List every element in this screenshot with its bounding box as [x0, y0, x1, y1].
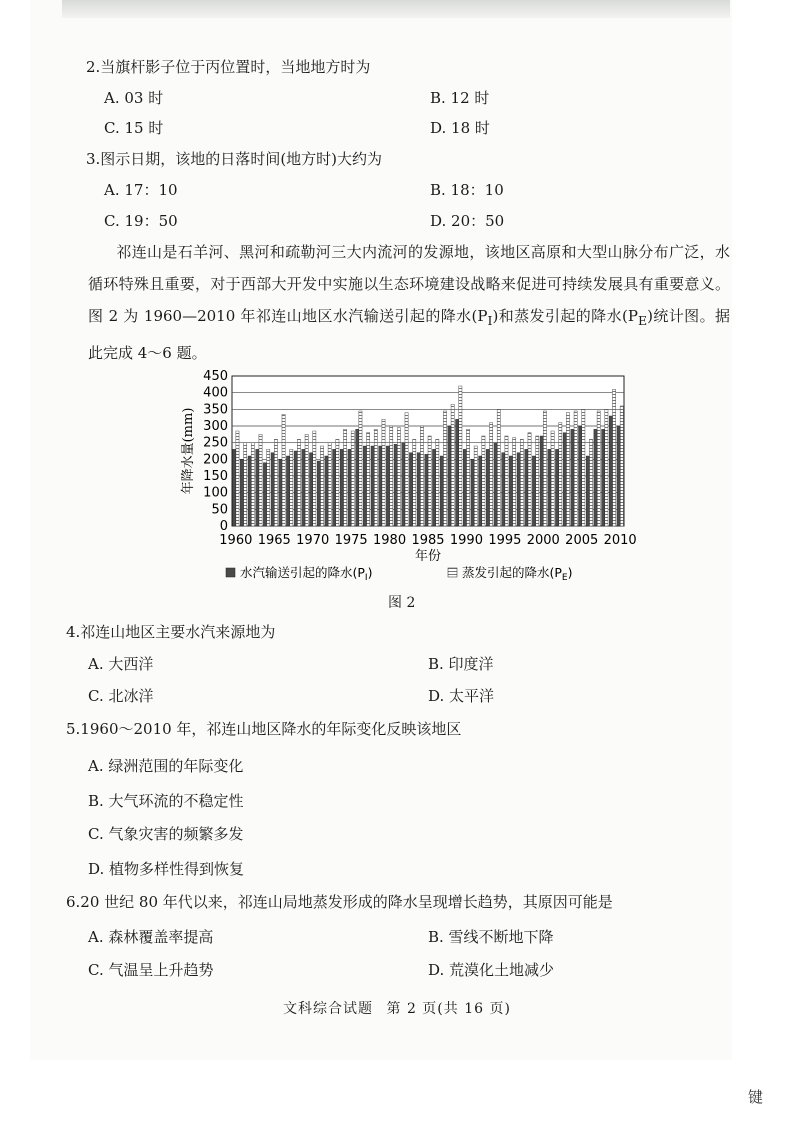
- x-tick-label: 1995: [488, 533, 522, 548]
- question-3-option-d: D. 20：50: [430, 212, 505, 230]
- x-tick-label: 2010: [603, 533, 637, 548]
- passage-sub-i: I: [487, 313, 493, 328]
- question-3-option-c: C. 19：50: [104, 212, 178, 230]
- bar-pe: [236, 431, 239, 526]
- question-6-option-b: B. 雪线不断地下降: [428, 928, 554, 946]
- bar-pe: [367, 433, 370, 526]
- page-footer: [0, 998, 794, 1018]
- bar-pe: [589, 439, 592, 526]
- bar-pi: [386, 446, 389, 526]
- bar-pe: [482, 436, 485, 526]
- y-tick-label: 100: [203, 485, 228, 501]
- bar-pi: [586, 456, 589, 526]
- passage-sub-e: E: [637, 313, 648, 328]
- bar-pe: [443, 411, 446, 526]
- bar-pe: [274, 439, 277, 526]
- bar-pe: [451, 404, 454, 526]
- question-2-option-b: B. 12 时: [430, 89, 490, 107]
- bar-pi: [294, 451, 297, 526]
- bar-pi: [563, 433, 566, 526]
- bar-pi: [371, 446, 374, 526]
- x-tick-label: 1960: [219, 533, 253, 548]
- y-tick-label: 50: [211, 502, 228, 518]
- question-5-option-c: C. 气象灾害的频繁多发: [88, 825, 244, 843]
- x-tick-label: 2000: [526, 533, 560, 548]
- y-tick-label: 250: [203, 435, 228, 451]
- bar-pe: [566, 413, 569, 526]
- bar-pi: [594, 429, 597, 526]
- x-tick-label: 1965: [257, 533, 291, 548]
- y-tick-label: 450: [203, 369, 228, 384]
- y-tick-label: 400: [203, 385, 228, 401]
- passage: [88, 236, 730, 369]
- bar-pi: [256, 449, 259, 526]
- bar-pi: [363, 446, 366, 526]
- bar-pi: [402, 443, 405, 526]
- question-3-stem: 3.图示日期，该地的日落时间(地方时)大约为: [86, 150, 383, 168]
- bar-pi: [248, 456, 251, 526]
- question-3-option-a: A. 17：10: [104, 181, 178, 199]
- bar-pi: [317, 461, 320, 526]
- bar-pi: [456, 419, 459, 526]
- legend-label-pi: 水汽输送引起的降水$(P_I)$: [240, 565, 373, 583]
- x-tick-label: 1970: [296, 533, 330, 548]
- bar-pe: [612, 389, 615, 526]
- x-tick-label: 1985: [411, 533, 445, 548]
- y-tick-label: 350: [203, 402, 228, 418]
- bar-pi: [409, 453, 412, 526]
- bar-pe: [551, 431, 554, 526]
- bar-pe: [489, 423, 492, 526]
- bar-pi: [479, 456, 482, 526]
- figure-2-chart: [180, 366, 637, 616]
- precipitation-bar-chart: [180, 366, 637, 591]
- bar-pi: [571, 429, 574, 526]
- bar-pe: [267, 449, 270, 526]
- x-tick-label: 2005: [565, 533, 599, 548]
- bar-pe: [397, 428, 400, 526]
- bar-pi: [463, 449, 466, 526]
- x-tick-label: 1975: [334, 533, 368, 548]
- y-tick-label: 200: [203, 452, 228, 468]
- bar-pe: [536, 436, 539, 526]
- bar-pi: [379, 446, 382, 526]
- bar-pe: [559, 423, 562, 526]
- bar-pi: [356, 429, 359, 526]
- bar-pi: [417, 453, 420, 526]
- bar-pe: [543, 411, 546, 526]
- bar-pi: [486, 449, 489, 526]
- passage-text: 祁连山是石羊河、黑河和疏勒河三大内流河的发源地，该地区高原和大型山脉分布广泛，水循环特殊且重要，对于西部大开发中实施以生态环境建设战略来促进可持续发展具有重要意义。图 2 为 1960—2010 年祁连山地区水汽输送引起的降水(P: [88, 243, 730, 325]
- bar-pi: [286, 456, 289, 526]
- bar-pi: [233, 449, 236, 526]
- bar-pe: [290, 449, 293, 526]
- bar-pi: [502, 453, 505, 526]
- bar-pe: [420, 426, 423, 526]
- bar-pe: [620, 406, 623, 526]
- x-tick-label: 1980: [373, 533, 407, 548]
- bar-pe: [505, 436, 508, 526]
- bar-pi: [509, 456, 512, 526]
- bar-pi: [240, 459, 243, 526]
- bar-pe: [528, 433, 531, 526]
- corner-fragment: 键: [748, 1088, 764, 1106]
- bar-pi: [302, 449, 305, 526]
- bar-pe: [497, 409, 500, 526]
- footer-page-number: 第 2 页(共 16 页): [386, 1001, 511, 1017]
- bar-pi: [578, 426, 581, 526]
- bar-pi: [525, 449, 528, 526]
- bar-pi: [263, 463, 266, 526]
- question-5-option-b: B. 大气环流的不稳定性: [88, 792, 244, 810]
- question-6-option-c: C. 气温呈上升趋势: [88, 961, 214, 979]
- bar-pi: [432, 449, 435, 526]
- y-tick-label: 300: [203, 419, 228, 434]
- bar-pe: [313, 431, 316, 526]
- bar-pe: [320, 446, 323, 526]
- bar-pe: [297, 439, 300, 526]
- bar-pi: [279, 459, 282, 526]
- footer-subject: 文科综合试题: [283, 1001, 374, 1017]
- bar-pe: [436, 439, 439, 526]
- question-2-option-d: D. 18 时: [430, 119, 490, 137]
- passage-text-mid: )和蒸发引起的降水(P: [492, 307, 638, 325]
- bar-pi: [532, 456, 535, 526]
- bar-pi: [394, 444, 397, 526]
- bar-pe: [474, 446, 477, 526]
- bar-pi: [425, 454, 428, 526]
- bar-pe: [244, 443, 247, 526]
- question-2-stem: 2.当旗杆影子位于丙位置时，当地地方时为: [86, 58, 371, 76]
- passage-text-end: )统计图。据此完成 4～6 题。: [88, 307, 730, 362]
- bar-pe: [574, 411, 577, 526]
- bar-pe: [259, 434, 262, 526]
- bar-pe: [597, 411, 600, 526]
- bar-pe: [382, 419, 385, 526]
- bar-pe: [413, 439, 416, 526]
- bar-pi: [517, 453, 520, 526]
- bar-pi: [325, 456, 328, 526]
- bar-pe: [305, 434, 308, 526]
- bar-pe: [405, 413, 408, 526]
- question-6-option-a: A. 森林覆盖率提高: [88, 928, 214, 946]
- question-2-option-c: C. 15 时: [104, 119, 164, 137]
- legend-swatch-pi: [226, 568, 235, 577]
- bar-pe: [459, 386, 462, 526]
- bar-pe: [605, 409, 608, 526]
- y-tick-label: 0: [219, 519, 228, 534]
- question-2-option-a: A. 03 时: [104, 89, 164, 107]
- legend-label-pe: 蒸发引起的降水$(P_E)$: [462, 565, 573, 583]
- bar-pi: [348, 449, 351, 526]
- x-axis-label: 年份: [414, 549, 442, 564]
- bar-pe: [359, 411, 362, 526]
- bar-pi: [333, 449, 336, 526]
- figure-caption: 图 2: [388, 595, 416, 611]
- bar-pe: [466, 429, 469, 526]
- bar-pe: [336, 439, 339, 526]
- question-6-stem: 6.20 世纪 80 年代以来，祁连山局地蒸发形成的降水呈现增长趋势，其原因可能是: [66, 893, 613, 911]
- question-4-option-d: D. 太平洋: [428, 687, 495, 705]
- bar-pe: [513, 438, 516, 526]
- bar-pe: [351, 431, 354, 526]
- bar-pi: [540, 436, 543, 526]
- bar-pe: [582, 409, 585, 526]
- question-3-option-b: B. 18：10: [430, 181, 504, 199]
- bar-pe: [328, 443, 331, 526]
- bar-pi: [340, 449, 343, 526]
- question-5-option-a: A. 绿洲范围的年际变化: [88, 757, 244, 775]
- bar-pe: [343, 429, 346, 526]
- bar-pe: [428, 436, 431, 526]
- bar-pi: [548, 449, 551, 526]
- bar-pi: [271, 453, 274, 526]
- bar-pe: [282, 414, 285, 526]
- question-4-option-b: B. 印度洋: [428, 655, 494, 673]
- question-5-option-d: D. 植物多样性得到恢复: [88, 860, 245, 878]
- question-4-option-a: A. 大西洋: [88, 655, 154, 673]
- bar-pi: [602, 429, 605, 526]
- bar-pi: [617, 426, 620, 526]
- bar-pi: [440, 456, 443, 526]
- bar-pe: [251, 443, 254, 526]
- question-4-stem: 4.祁连山地区主要水汽来源地为: [66, 623, 276, 641]
- bar-pi: [448, 426, 451, 526]
- bar-pi: [494, 443, 497, 526]
- x-tick-label: 1990: [449, 533, 483, 548]
- y-axis-label: 年降水量(mm): [181, 407, 196, 495]
- y-tick-label: 150: [203, 469, 228, 484]
- bar-pi: [471, 459, 474, 526]
- question-5-stem: 5.1960～2010 年，祁连山地区降水的年际变化反映该地区: [66, 720, 462, 738]
- bar-pe: [390, 426, 393, 526]
- bar-pi: [555, 449, 558, 526]
- question-6-option-d: D. 荒漠化土地减少: [428, 961, 555, 979]
- bar-pi: [609, 416, 612, 526]
- scan-top-edge: [62, 0, 730, 18]
- bar-pi: [309, 453, 312, 526]
- bar-pe: [520, 439, 523, 526]
- bar-pe: [374, 429, 377, 526]
- question-4-option-c: C. 北冰洋: [88, 687, 154, 705]
- legend-swatch-pe: [448, 568, 457, 577]
